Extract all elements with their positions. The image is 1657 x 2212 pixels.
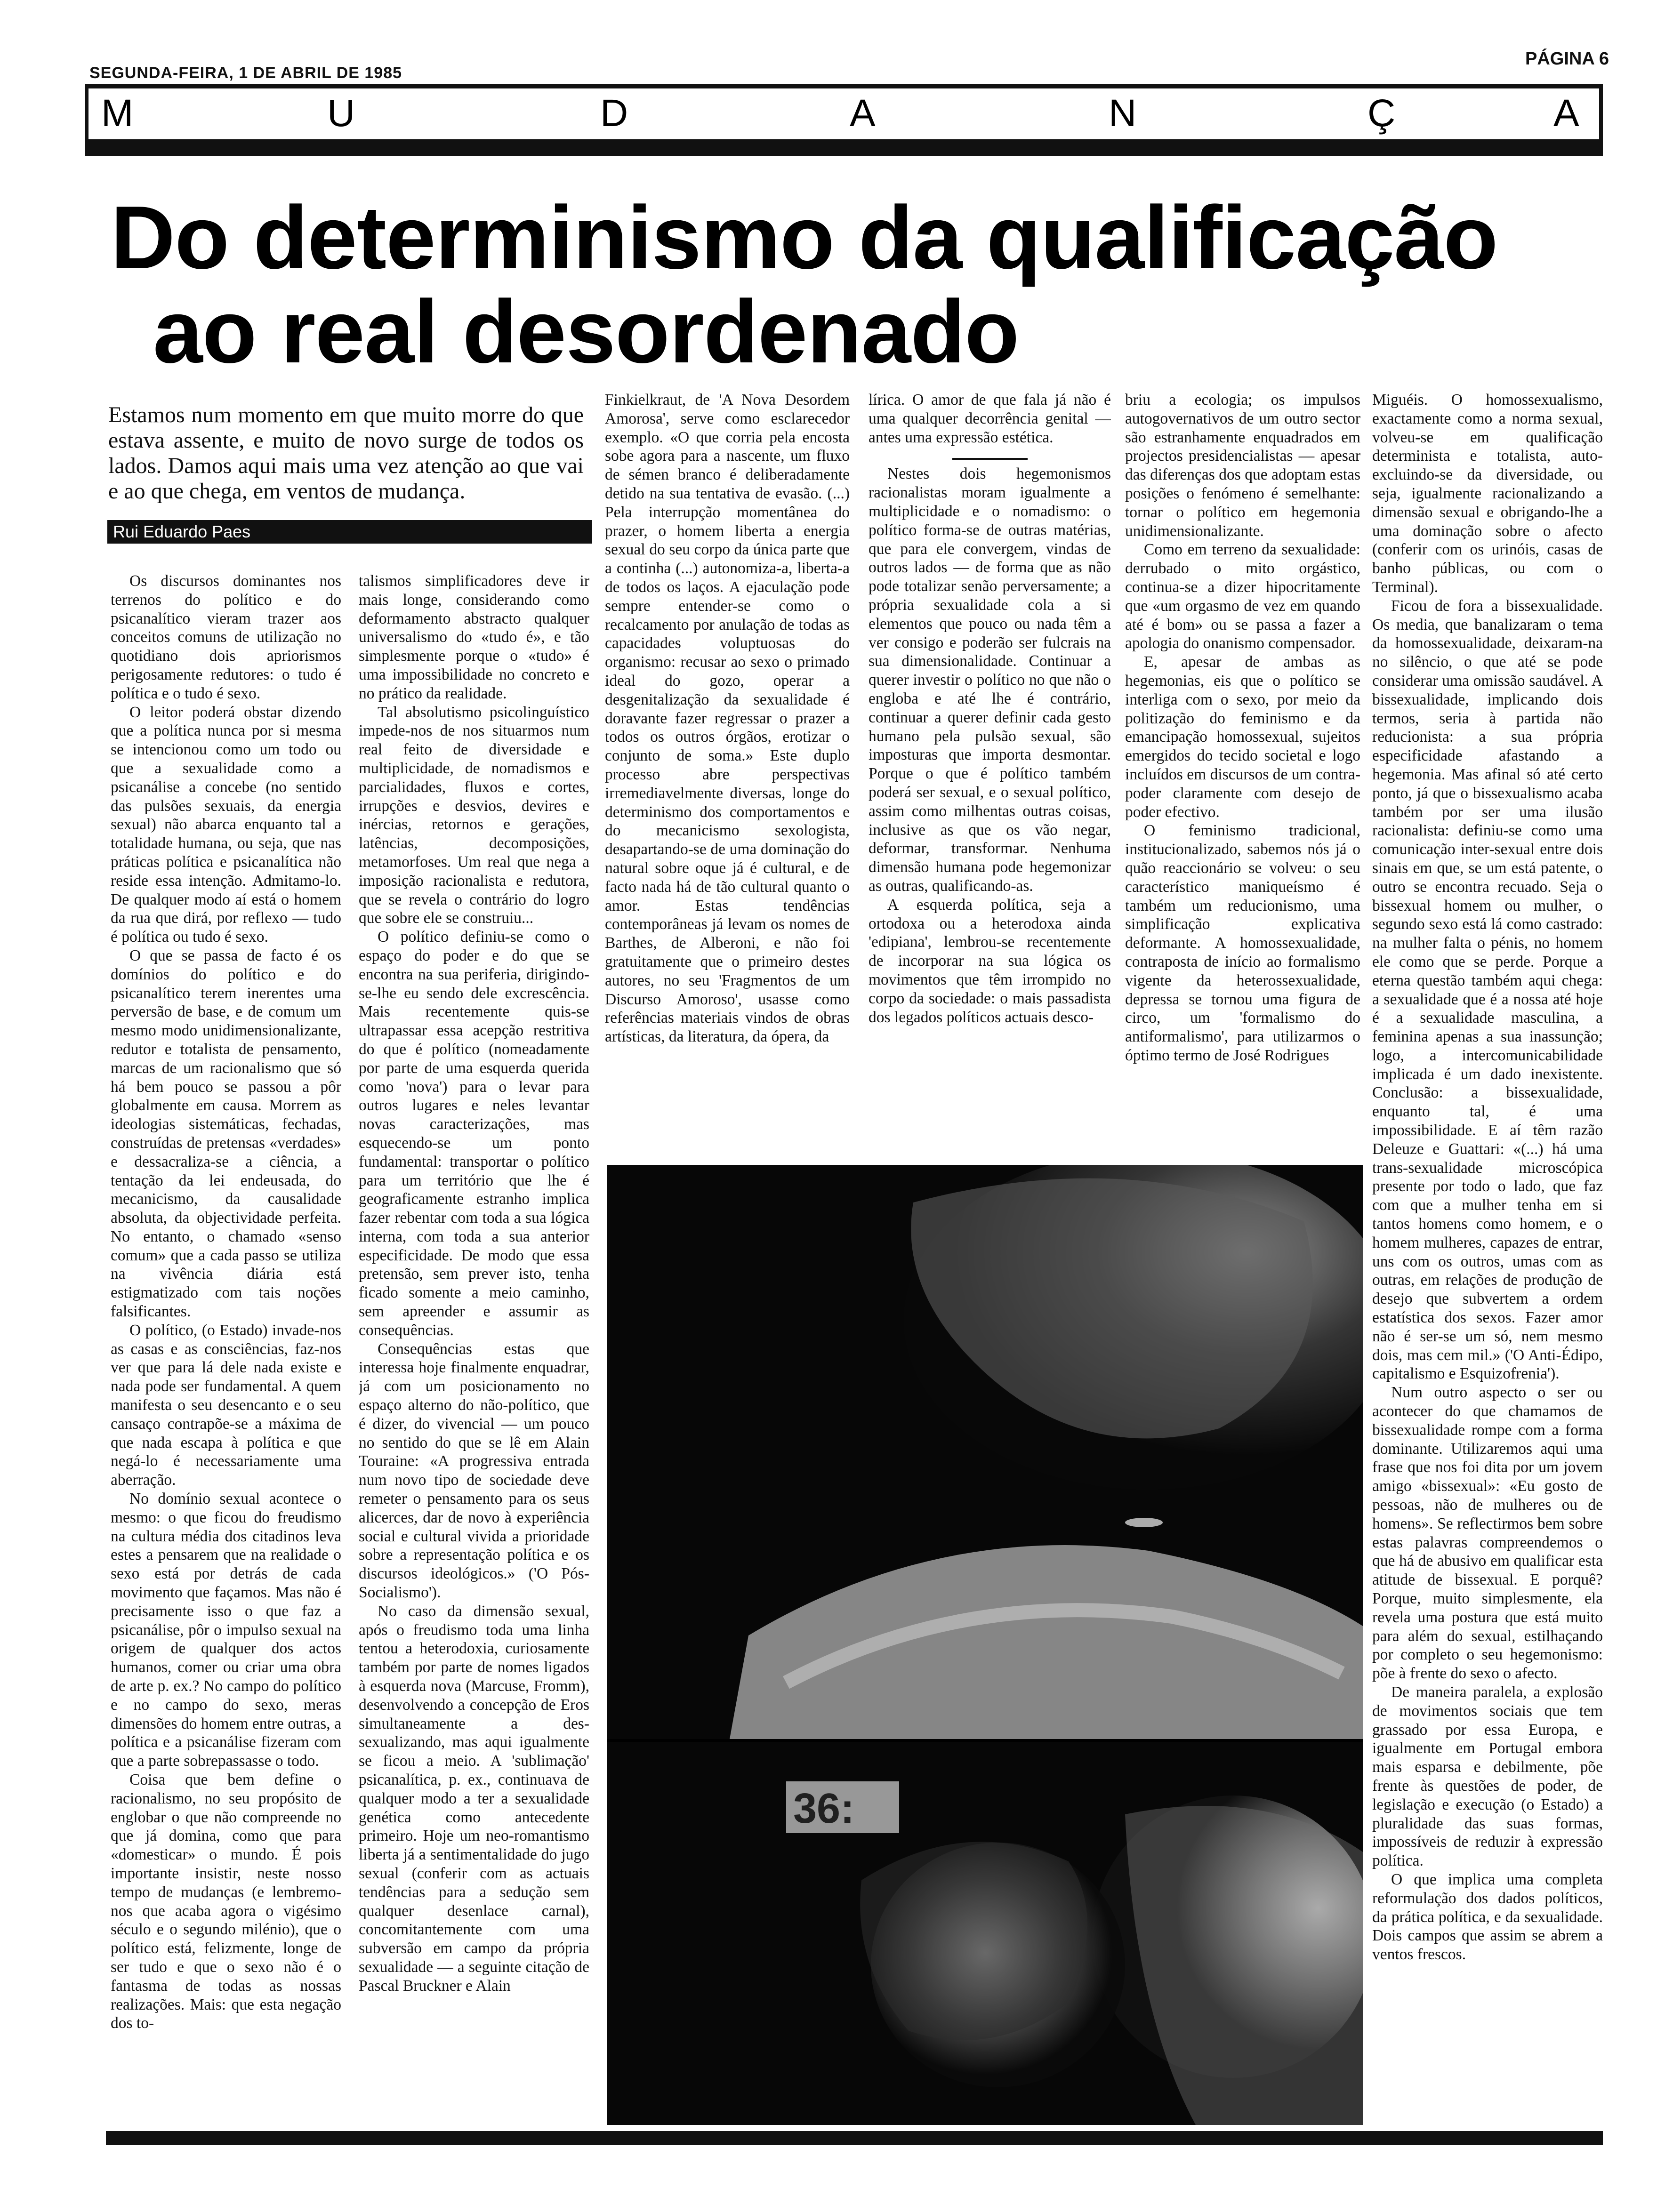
paragraph: De maneira paralela, a explosão de movimentos sociais que tem grassado por essa Europa, e igualmente em Portugal embora mais esparsa e debilmente, põe frente às questões de poder, de legislação e execução (o Estado) a pluralidade das suas formas, impossíveis de reduzir à expressão política. — [1372, 1683, 1603, 1870]
section-letter: A — [850, 92, 876, 135]
article-column-3 — [605, 391, 850, 1144]
page-number: PÁGINA 6 — [1525, 49, 1609, 69]
article-column-5 — [1125, 391, 1360, 1144]
photo-couple-icon — [607, 1165, 1363, 2125]
paragraph: Ficou de fora a bissexualidade. Os media, que banalizaram o tema da homossexualidade, deixaram-na no silêncio, o que até se pode considerar uma omissão saudável. A bissexualidade, implicando dois termos, seria à partida não reducionista: a sua própria especificidade afastando a hegemonia. Mas afinal só até certo ponto, já que o bissexualismo acaba também por ser uma ilusão racionalista: definiu-se como uma comunicação inter-sexual entre dois sinais em que, se um está patente, o outro se encontra recuado. Seja o bissexual homem ou mulher, o segundo sexo está lá como castrado: na mulher falta o pénis, no homem ele como que se perde. Porque a eterna questão também aqui chega: a sexualidade que é a nossa até hoje é a sexualidade masculina, a feminina apenas a sua inassunção; logo, a intercomunicabilidade implicada é um dado inexistente. Conclusão: a bissexualidade, enquanto tal, é uma impossibilidade. E aí têm razão Deleuze e Guattari: «(...) há uma trans-sexualidade microscópica presente por todo o lado, que faz com que a mulher tenha em si tantos homens como homem, e o homem mulheres, capazes de entrar, uns com os outros, umas com as outras, em relações de produção de desejo que subvertem a ordem estatística dos sexos. Fazer amor não é ser-se um só, nem mesmo dois, mas cem mil.» ('O Anti-Édipo, capitalismo e Esquizofrenia'). — [1372, 597, 1603, 1383]
headline-line-1: Do determinismo da qualificação — [111, 188, 1498, 288]
paragraph: Coisa que bem define o racionalismo, no seu propósito de englobar o que não compreende no que já domina, como que para «domesticar» o mundo. É pois importante insistir, neste nosso tempo de mudanças (e lembremo-nos que acaba agora o vigésimo século e o segundo milénio), que o político está, felizmente, longe de ser tudo e que o sexo não é o fantasma de todas as nossas realizações. Mais: que esta negação dos to- — [111, 1771, 341, 2032]
paragraph: Num outro aspecto o ser ou acontecer do que chamamos de bissexualidade rompe com a forma dominante. Utilizaremos aqui uma frase que nos foi dita por um jovem amigo «bissexual»: «Eu gosto de pessoas, não de mulheres ou de homens». Se reflectirmos bem sobre estas palavras compreendemos o que há de abusivo em qualificar esta atitude de bissexual. E porquê? Porque, muito simplesmente, ela revela uma postura que está muito para além do sexual, estilhaçando por completo o seu hegemonismo: põe à frente do sexo o afecto. — [1372, 1384, 1603, 1683]
paragraph: briu a ecologia; os impulsos autogovernativos de um outro sector são estranhamente enquadrados em projectos presidencialistas — apesar das diferenças dos que adoptam estas posições o fenómeno é semelhante: tornar o político em hegemonia unidimensionalizante. — [1125, 391, 1360, 540]
section-letter: Ç — [1367, 92, 1396, 135]
paragraph: O feminismo tradicional, institucionalizado, sabemos nós já o quão reaccionário se volveu: o seu característico maniqueísmo é também um reducionismo, uma simplificação explicativa deformante. A homossexualidade, contraposta de início ao formalismo vigente da heterossexualidade, depressa se tornou uma figura de circo, um 'formalismo do antiformalismo', para utilizarmos o óptimo termo de José Rodrigues — [1125, 822, 1360, 1064]
paragraph: O que se passa de facto é os domínios do político e do psicanalítico terem inerentes uma perversão de base, e de comum um mesmo modo unidimensionalizante, redutor e totalista de pensamento, marcas de um racionalismo que só há bem pouco se passou a pôr globalmente em causa. Morrem as ideologias sistemáticas, fechadas, construídas de pretensas «verdades» e dessacraliza-se a ciência, a tentação da lei endeusada, do mecanicismo, da causalidade absoluta, da objectividade perfeita. No entanto, o chamado «senso comum» que a cada passo se utiliza na vivência diária está estigmatizado com tais noções falsificantes. — [111, 946, 341, 1321]
section-letter: U — [327, 92, 355, 135]
byline: Rui Eduardo Paes — [107, 520, 592, 544]
paragraph: Nestes dois hegemonismos racionalistas moram igualmente a multiplicidade e o nomadismo: o político forma-se de outras matérias, que para ele convergem, vindas de outros lados — de forma que as não pode totalizar senão perversamente; a própria sexualidade cola a si elementos que pouco ou nada têm a ver consigo e poderão ser fulcrais na sua dimensionalidade. Continuar a querer investir o político no que não o engloba e até lhe é contrário, continuar a querer definir cada gesto humano pela pulsão sexual, são imposturas que importa desmontar. Porque o que é político também poderá ser sexual, e o sexual político, assim como milhentas outras coisas, inclusive as que os vão negar, deformar, transformar. Nenhuma dimensão humana pode hegemonizar as outras, qualificando-as. — [869, 465, 1111, 895]
paragraph: Os discursos dominantes nos terrenos do político e do psicanalítico vieram trazer aos conceitos comuns de utilização no quotidiano dois apriorismos perigosamente redutores: o tudo é política e o tudo é sexo. — [111, 572, 341, 702]
section-letter: M — [101, 92, 134, 135]
section-left-rule — [85, 84, 88, 140]
paragraph: O que implica uma completa reformulação dos dados políticos, da prática política, e da sexualidade. Dois campos que assim se abrem a ventos frescos. — [1372, 1870, 1603, 1964]
article-column-2 — [359, 572, 589, 2125]
lead-paragraph: Estamos num momento em que muito morre do que estava assente, e muito de novo surge de todos os lados. Damos aqui mais uma vez atenção ao que vai e ao que chega, em ventos de mudança. — [108, 402, 584, 504]
paragraph: O político definiu-se como o espaço do poder e do que se encontra na sua periferia, dirigindo-se-lhe eu sendo dele excrescência. Mais recentemente quis-se ultrapassar essa acepção restritiva do que é político (nomeadamente por parte de uma esquerda querida como 'nova') para o levar para outros lugares e neles levantar novas caracterizações, mas esquecendo-se um ponto fundamental: transportar o político para um território que lhe é geograficamente estranho implica fazer rebentar com toda a sua lógica interna, com toda a sua anterior especificidade. De modo que essa pretensão, sem prever isto, tenha ficado somente a meio caminho, sem apreender e assumir as consequências. — [359, 928, 589, 1339]
section-right-rule — [1599, 84, 1603, 140]
section-bottom-bar — [85, 139, 1603, 156]
paragraph: O político, (o Estado) invade-nos as casas e as consciências, faz-nos ver que para lá dele nada existe e nada pode ser fundamental. A quem manifesta o seu desencanto e o seu cansaço contrapõe-se a máxima de que nada escapa à política e que negá-lo é necessariamente uma aberração. — [111, 1321, 341, 1489]
section-top-rule — [85, 84, 1603, 88]
bottom-rule — [106, 2131, 1603, 2145]
column-divider — [952, 458, 1028, 460]
article-column-6 — [1372, 391, 1603, 2127]
paragraph: Finkielkraut, de 'A Nova Desordem Amorosa', serve como esclarecedor exemplo. «O que corria pela encosta sobe agora para a nascente, um fluxo de sémen branco é deliberadamente detido na sua tentativa de evasão. (...) Pela interrupção momentânea do prazer, o homem liberta a energia sexual do seu corpo da única parte que a continha (...) autonomiza-a, liberta-a de todos os laços. A ejaculação pode sempre entender-se como o recalcamento por anulação de todas as capacidades voluptuosas do organismo: recusar ao sexo o primado ideal do gozo, operar a desgenitalização da sexualidade é doravante fazer regressar o prazer a todos os outros órgãos, erotizar o conjunto de soma.» Este duplo processo abre perspectivas irremediavelmente diversas, longe do determinismo dos comportamentos e do mecanicismo sexologista, desapartando-se de uma dominação do natural sobre oque já é cultural, e de facto nada há de tão cultural quanto o amor. Estas tendências contemporâneas já levam os nomes de Barthes, de Alberoni, e não foi gratuitamente que o primeiro destes autores, no seu 'Fragmentos de um Discurso Amoroso', usasse como referências materiais vindos de obras artísticas, da literatura, da ópera, da — [605, 391, 850, 1046]
paragraph: Como em terreno da sexualidade: derrubado o mito orgástico, continua-se a dizer hipocritamente que «um orgasmo de vez em quando até é bom» ou se passa a fazer a apologia do onanismo compensador. — [1125, 541, 1360, 652]
dateline: SEGUNDA-FEIRA, 1 DE ABRIL DE 1985 — [89, 64, 402, 82]
section-letter: N — [1109, 92, 1137, 135]
paragraph: E, apesar de ambas as hegemonias, eis que o político se interliga com o sexo, por meio da politização do feminismo e da emancipação homossexual, sujeitos emergidos do tecido societal e logo incluídos em discursos de um contra-poder claramente com desejo de poder efectivo. — [1125, 653, 1360, 821]
paragraph: lírica. O amor de que fala já não é uma qualquer decorrência genital — antes uma expressão estética. — [869, 391, 1111, 446]
article-photo — [607, 1165, 1363, 2125]
paragraph: Tal absolutismo psicolinguístico impede-nos de nos situarmos num real feito de diversidade e multiplicidade, de nomadismos e parcialidades, fluxos e cortes, irrupções e desvios, devires e inércias, retornos e gerações, latências, decomposições, metamorfoses. Um real que nega a imposição racionalista e redutora, que se revela o contrário do logro que sobre ele se construiu... — [359, 703, 589, 927]
headline-line-2: ao real desordenado — [153, 282, 1019, 382]
paragraph: No domínio sexual acontece o mesmo: o que ficou do freudismo na cultura média dos citadinos leva estes a pensarem que na realidade o sexo está por detrás de cada movimento que façamos. Mas não é precisamente isso o que faz a psicanálise, pôr o impulso sexual na origem de qualquer dos actos humanos, comer ou criar uma obra de arte p. ex.? No campo do político e no campo do sexo, meras dimensões do homem entre outras, a política e a psicanálise fizeram com que a parte sobrepassasse o todo. — [111, 1490, 341, 1770]
section-letter: D — [600, 92, 628, 135]
paragraph: O leitor poderá obstar dizendo que a política nunca por si mesma se intencionou como um todo ou que a sexualidade como a psicanálise a concebe (no sentido das pulsões sexuais, da energia sexual) não abarca enquanto tal a totalidade humana, ou seja, que nas práticas política e psicanalítica não reside essa intenção. Admitamo-lo. De qualquer modo aí está o homem da rua que dirá, por reflexo — tudo é política ou tudo é sexo. — [111, 703, 341, 946]
paragraph: No caso da dimensão sexual, após o freudismo toda uma linha tentou a heterodoxia, curiosamente também por parte de nomes ligados à esquerda nova (Marcuse, Fromm), desenvolvendo a concepção de Eros simultaneamente a des-sexualizando, mas aqui igualmente se ficou a meio. A 'sublimação' psicanalítica, p. ex., continuava de qualquer modo a ter a sexualidade genética como antecedente primeiro. Hoje um neo-romantismo liberta já a sentimentalidade do jugo sexual (conferir com as actuais tendências para a sedução sem qualquer desenlace carnal), concomitantemente com uma subversão em campo da própria sexualidade — a seguinte citação de Pascal Bruckner e Alain — [359, 1602, 589, 1995]
paragraph: talismos simplificadores deve ir mais longe, considerando como deformamento abstracto qualquer universalismo do «tudo é», e tão simplesmente porque o «tudo» é uma impossibilidade no concreto e no prático da realidade. — [359, 572, 589, 702]
article-column-1 — [111, 572, 341, 2125]
photo-clock-text: 36: — [793, 1785, 855, 1832]
paragraph: Miguéis. O homossexualismo, exactamente como a norma sexual, volveu-se em qualificação determinista e totalista, auto-excluindo-se da diversidade, ou seja, igualmente racionalizando a dimensão sexual e obrigando-lhe a uma dominação sobre o afecto (conferir com os urinóis, casas de banho públicas, ou com o Terminal). — [1372, 391, 1603, 596]
paragraph: Consequências estas que interessa hoje finalmente enquadrar, já com um posicionamento no espaço alterno do não-político, que é dizer, do vivencial — um pouco no sentido do que se lê em Alain Touraine: «A progressiva entrada num novo tipo de sociedade deve remeter o pensamento para os seus alicerces, dar de novo à experiência social e cultural vivida a prioridade sobre a representação política e os discursos ideológicos.» ('O Pós-Socialismo'). — [359, 1340, 589, 1602]
section-letter: A — [1553, 92, 1579, 135]
paragraph: A esquerda política, seja a ortodoxa ou a heterodoxa ainda 'edipiana', lembrou-se recentemente de incorporar na sua lógica os movimentos que têm irrompido no corpo da sociedade: o mais passadista dos legados políticos actuais desco- — [869, 896, 1111, 1026]
article-column-4 — [869, 391, 1111, 1144]
